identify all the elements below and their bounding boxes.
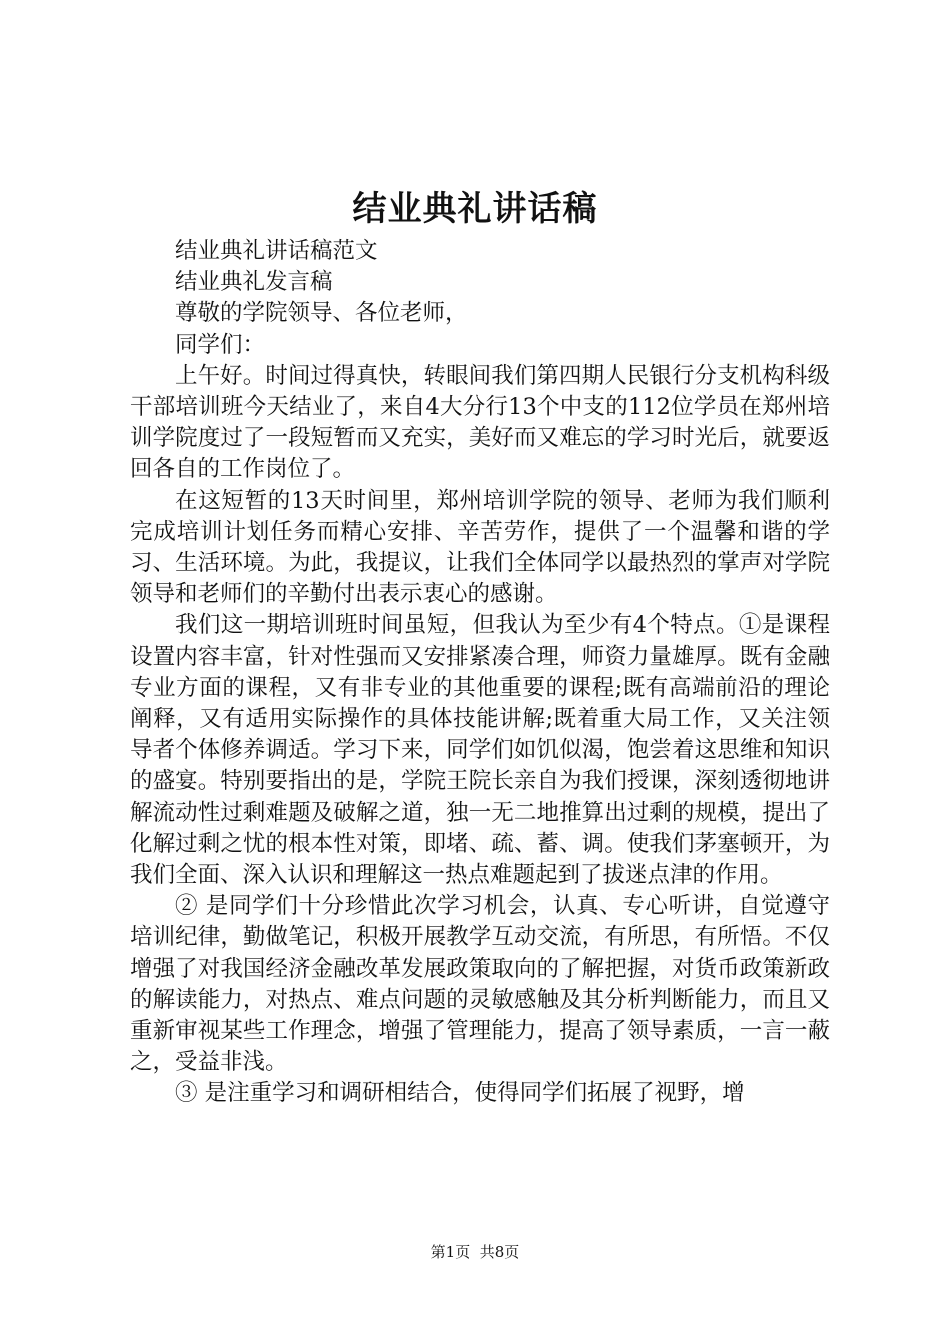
page-footer [0, 1242, 950, 1262]
document-body [130, 236, 830, 1110]
paragraph: 上午好。时间过得真快，转眼间我们第四期人民银行分支机构科级干部培训班今天结业了，来自4大分行13个中支的112位学员在郑州培训学院度过了一段短暂而又充实，美好而又难忘的学习时光后，就要返回各自的工作岗位了。 [130, 362, 830, 483]
page-total: 共8页 [479, 1243, 520, 1261]
paragraph: ② 是同学们十分珍惜此次学习机会，认真、专心听讲，自觉遵守培训纪律，勤做笔记，积极开展教学互动交流，有所思，有所悟。不仅增强了对我国经济金融改革发展政策取向的了解把握，对货币政策新政的解读能力，对热点、难点问题的灵敏感触及其分析判断能力，而且又重新审视某些工作理念，增强了管理能力，提高了领导素质，一言一蔽之，受益非浅。 [130, 893, 830, 1076]
paragraph: 我们这一期培训班时间虽短，但我认为至少有4个特点。①是课程设置内容丰富，针对性强而又安排紧凑合理，师资力量雄厚。既有金融专业方面的课程，又有非专业的其他重要的课程;既有高端前沿的理论阐释，又有适用实际操作的具体技能讲解;既着重大局工作，又关注领导者个体修养调适。学习下来，同学们如饥似渴，饱尝着这思维和知识的盛宴。特别要指出的是，学院王院长亲自为我们授课，深刻透彻地讲解流动性过剩难题及破解之道，独一无二地推算出过剩的规模，提出了化解过剩之忧的根本性对策，即堵、疏、蓄、调。使我们茅塞顿开，为我们全面、深入认识和理解这一热点难题起到了拔迷点津的作用。 [130, 612, 830, 889]
paragraph: 在这短暂的13天时间里，郑州培训学院的领导、老师为我们顺利完成培训计划任务而精心安排、辛苦劳作，提供了一个温馨和谐的学习、生活环境。为此，我提议，让我们全体同学以最热烈的掌声对学院领导和老师们的辛勤付出表示衷心的感谢。 [130, 487, 830, 608]
page-number: 第1页 [430, 1243, 471, 1261]
paragraph: 同学们： [175, 331, 266, 358]
paragraph: 结业典礼讲话稿范文 [175, 238, 378, 264]
paragraph: 尊敬的学院领导、各位老师， [175, 300, 468, 327]
paragraph: ③ 是注重学习和调研相结合，使得同学们拓展了视野，增 [175, 1080, 745, 1107]
paragraph: 结业典礼发言稿 [175, 269, 333, 296]
document-title: 结业典礼讲话稿 [352, 189, 598, 229]
